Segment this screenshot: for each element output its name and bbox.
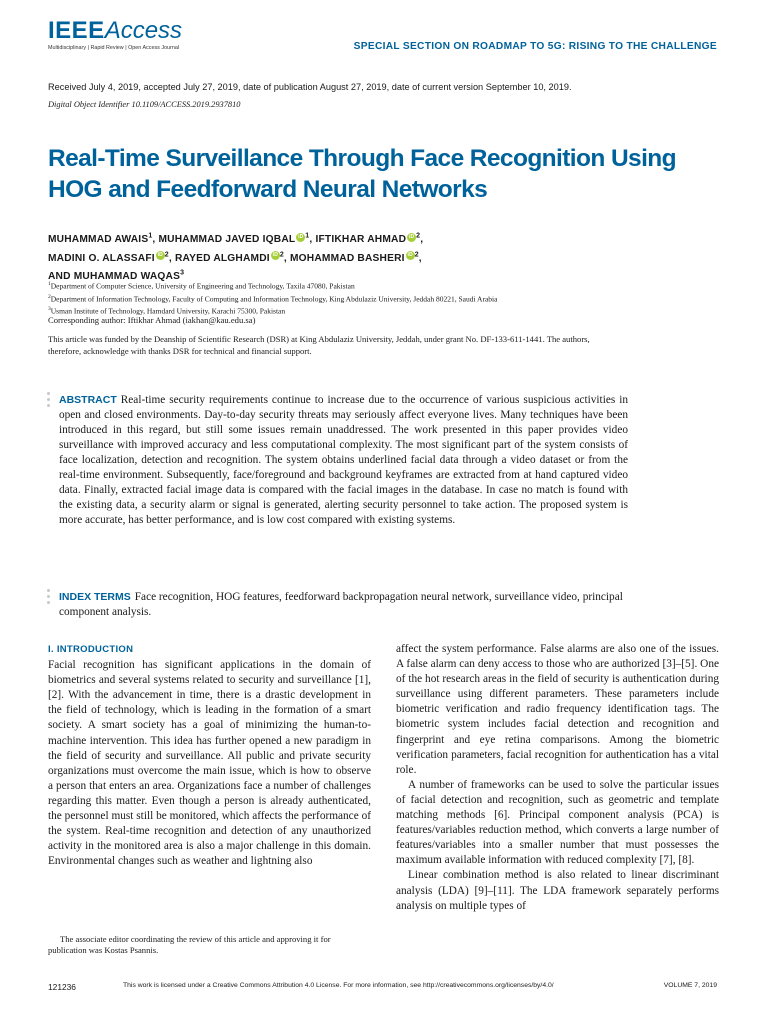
orcid-icon[interactable]: iD <box>272 252 279 259</box>
orcid-icon[interactable]: iD <box>407 252 413 259</box>
right-column <box>396 642 719 914</box>
abstract <box>59 393 628 528</box>
author: MUHAMMAD AWAIS$^1$, <box>48 233 159 246</box>
index-terms-label: INDEX TERMS <box>59 591 131 603</box>
paragraph: A number of frameworks can be used to solve the particular issues of facial detection and recognition, such as geometric and template matching methods [6]. Principal component analysis (PCA) is features/variables reduction method, which converts a large number of features/variables into a smaller number that must possesses the maximum available information with reduced complexity [7], [8]. <box>396 778 719 867</box>
abstract-label: ABSTRACT <box>59 394 117 406</box>
logo-wordmark <box>48 18 188 44</box>
logo-primary: IEEE <box>48 17 105 44</box>
index-terms <box>59 590 628 620</box>
index-terms-text: Face recognition, HOG features, feedforward backpropagation neural network, surveillance video, principal component analysis. <box>59 591 623 618</box>
corresponding-author: Corresponding author: Iftikhar Ahmad (iakhan@kau.edu.sa) <box>48 315 256 325</box>
author-list <box>48 229 668 284</box>
volume-info: VOLUME 7, 2019 <box>663 982 717 989</box>
abstract-marker-icon <box>47 392 51 410</box>
affiliation: $^3$Usman Institute of Technology, Hamdard University, Karachi 75300, Pakistan <box>48 306 286 316</box>
orcid-icon[interactable]: iD <box>298 234 304 240</box>
author: MADINI O. ALASSAFI iD $^2$, <box>48 251 175 264</box>
page-number: 121236 <box>48 982 76 992</box>
funding-statement: This article was funded by the Deanship of Scientific Research (DSR) at King Abdulaziz University, Jeddah, under grant No. DF-133-611-1441. The authors, therefore, acknowledge with thanks DSR for technical and financial support. <box>48 334 590 356</box>
affiliation: $^1$Department of Computer Science, University of Engineering and Technology, Taxila 47080, Pakistan <box>48 281 355 291</box>
orcid-icon[interactable]: iD <box>408 234 415 240</box>
journal-logo <box>48 18 188 58</box>
affiliation: $^2$Department of Information Technology, Faculty of Computing and Information Technology, King Abdulaziz University, Jeddah 80221, Saudi Arabia <box>48 293 498 303</box>
section-banner: SPECIAL SECTION ON ROADMAP TO 5G: RISING TO THE CHALLENGE <box>353 41 717 52</box>
license-notice[interactable]: This work is licensed under a Creative Commons Attribution 4.0 License. For more information, see http://creativecommons.org/licenses/by/4.0/ <box>123 982 554 989</box>
author: RAYED ALGHAMDI iD $^2$, <box>174 251 290 264</box>
paragraph: Linear combination method is also related to linear discriminant analysis (LDA) [9]–[11]. The LDA framework separately performs analysis on multiple types of <box>396 869 719 912</box>
author: AND MUHAMMAD WAQAS$^3$ <box>48 269 185 283</box>
left-column <box>48 642 371 869</box>
affiliations <box>48 279 608 317</box>
author: IFTIKHAR AHMAD iD $^2$, <box>315 233 424 246</box>
logo-secondary: Access <box>104 17 183 44</box>
author: MOHAMMAD BASHERI iD $^2$, <box>289 251 422 264</box>
publication-dates: Received July 4, 2019, accepted July 27, 2019, date of publication August 27, 2019, date of current version September 10, 2019. <box>48 82 572 92</box>
orcid-icon[interactable]: iD <box>157 252 163 259</box>
author: MUHAMMAD JAVED IQBAL iD $^1$, <box>158 233 316 246</box>
paragraph: affect the system performance. False alarms are also one of the issues. A false alarm can deny access to those who are authorized [3]–[5]. One of the hot research areas in the field of security is authentication during surveillance using different parameters. These parameters include biometric verification and radio frequency identification tags. The biometric system includes facial detection and recognition and fingerprint and eye retina comparisons. Among the biometric verification parameters, facial recognition for authentication has a vital role. <box>396 643 719 776</box>
editor-footnote: The associate editor coordinating the review of this article and approving it for publication was Kostas Psannis. <box>48 934 331 955</box>
logo-tagline: Multidisciplinary | Rapid Review | Open Access Journal <box>48 45 180 51</box>
index-terms-marker-icon <box>47 589 51 607</box>
doi[interactable]: Digital Object Identifier 10.1109/ACCESS.2019.2937810 <box>48 100 241 109</box>
paper-title: Real-Time Surveillance Through Face Recognition Using HOG and Feedforward Neural Networks <box>48 145 677 203</box>
paragraph: Facial recognition has significant applications in the domain of biometrics and several systems related to security and surveillance [1], [2]. With the advancement in time, there is a drastic development in the field of technology, which is leading in the formation of a smart society. A smart society has a goal of minimizing the human-to-machine intervention. This idea has further opened a new paradigm in the field of security and surveillance. All public and private security organizations must overcome the main issue, which is how to observe a person that enters an area. Organizations face a number of challenges regarding this matter. Even though a person is already authenticated, the personnel must still be monitored, which affects the performance of the system. Real-time recognition and detection of any unauthorized activity in the monitored area is also a major challenge in this domain. Environmental changes such as weather and lightning also <box>48 659 371 868</box>
section-heading: I. INTRODUCTION <box>48 644 134 655</box>
abstract-text: Real-time security requirements continue to increase due to the occurrence of various suspicious activities in open and closed environments. Day-to-day security threats may seriously affect everyone lives. Many techniques have been introduced in this regard, but still some issues remain unaddressed. The work presented in this paper provides video surveillance with improved accuracy and less computational complexity. The most significant part of the system consists of face localization, detection and recognition. The system obtains underlined facial data through a video dataset or from the real-time environment. Subsequently, face/foreground and background keyframes are extracted from at hand captured video data. Finally, extracted facial image data is compared with the facial images in the database. In case no match is found with the existing data, a security alarm or signal is generated, alerting security personnel to take action. The proposed system is more accurate, has better performance, and is low cost compared with existing systems. <box>59 394 628 526</box>
